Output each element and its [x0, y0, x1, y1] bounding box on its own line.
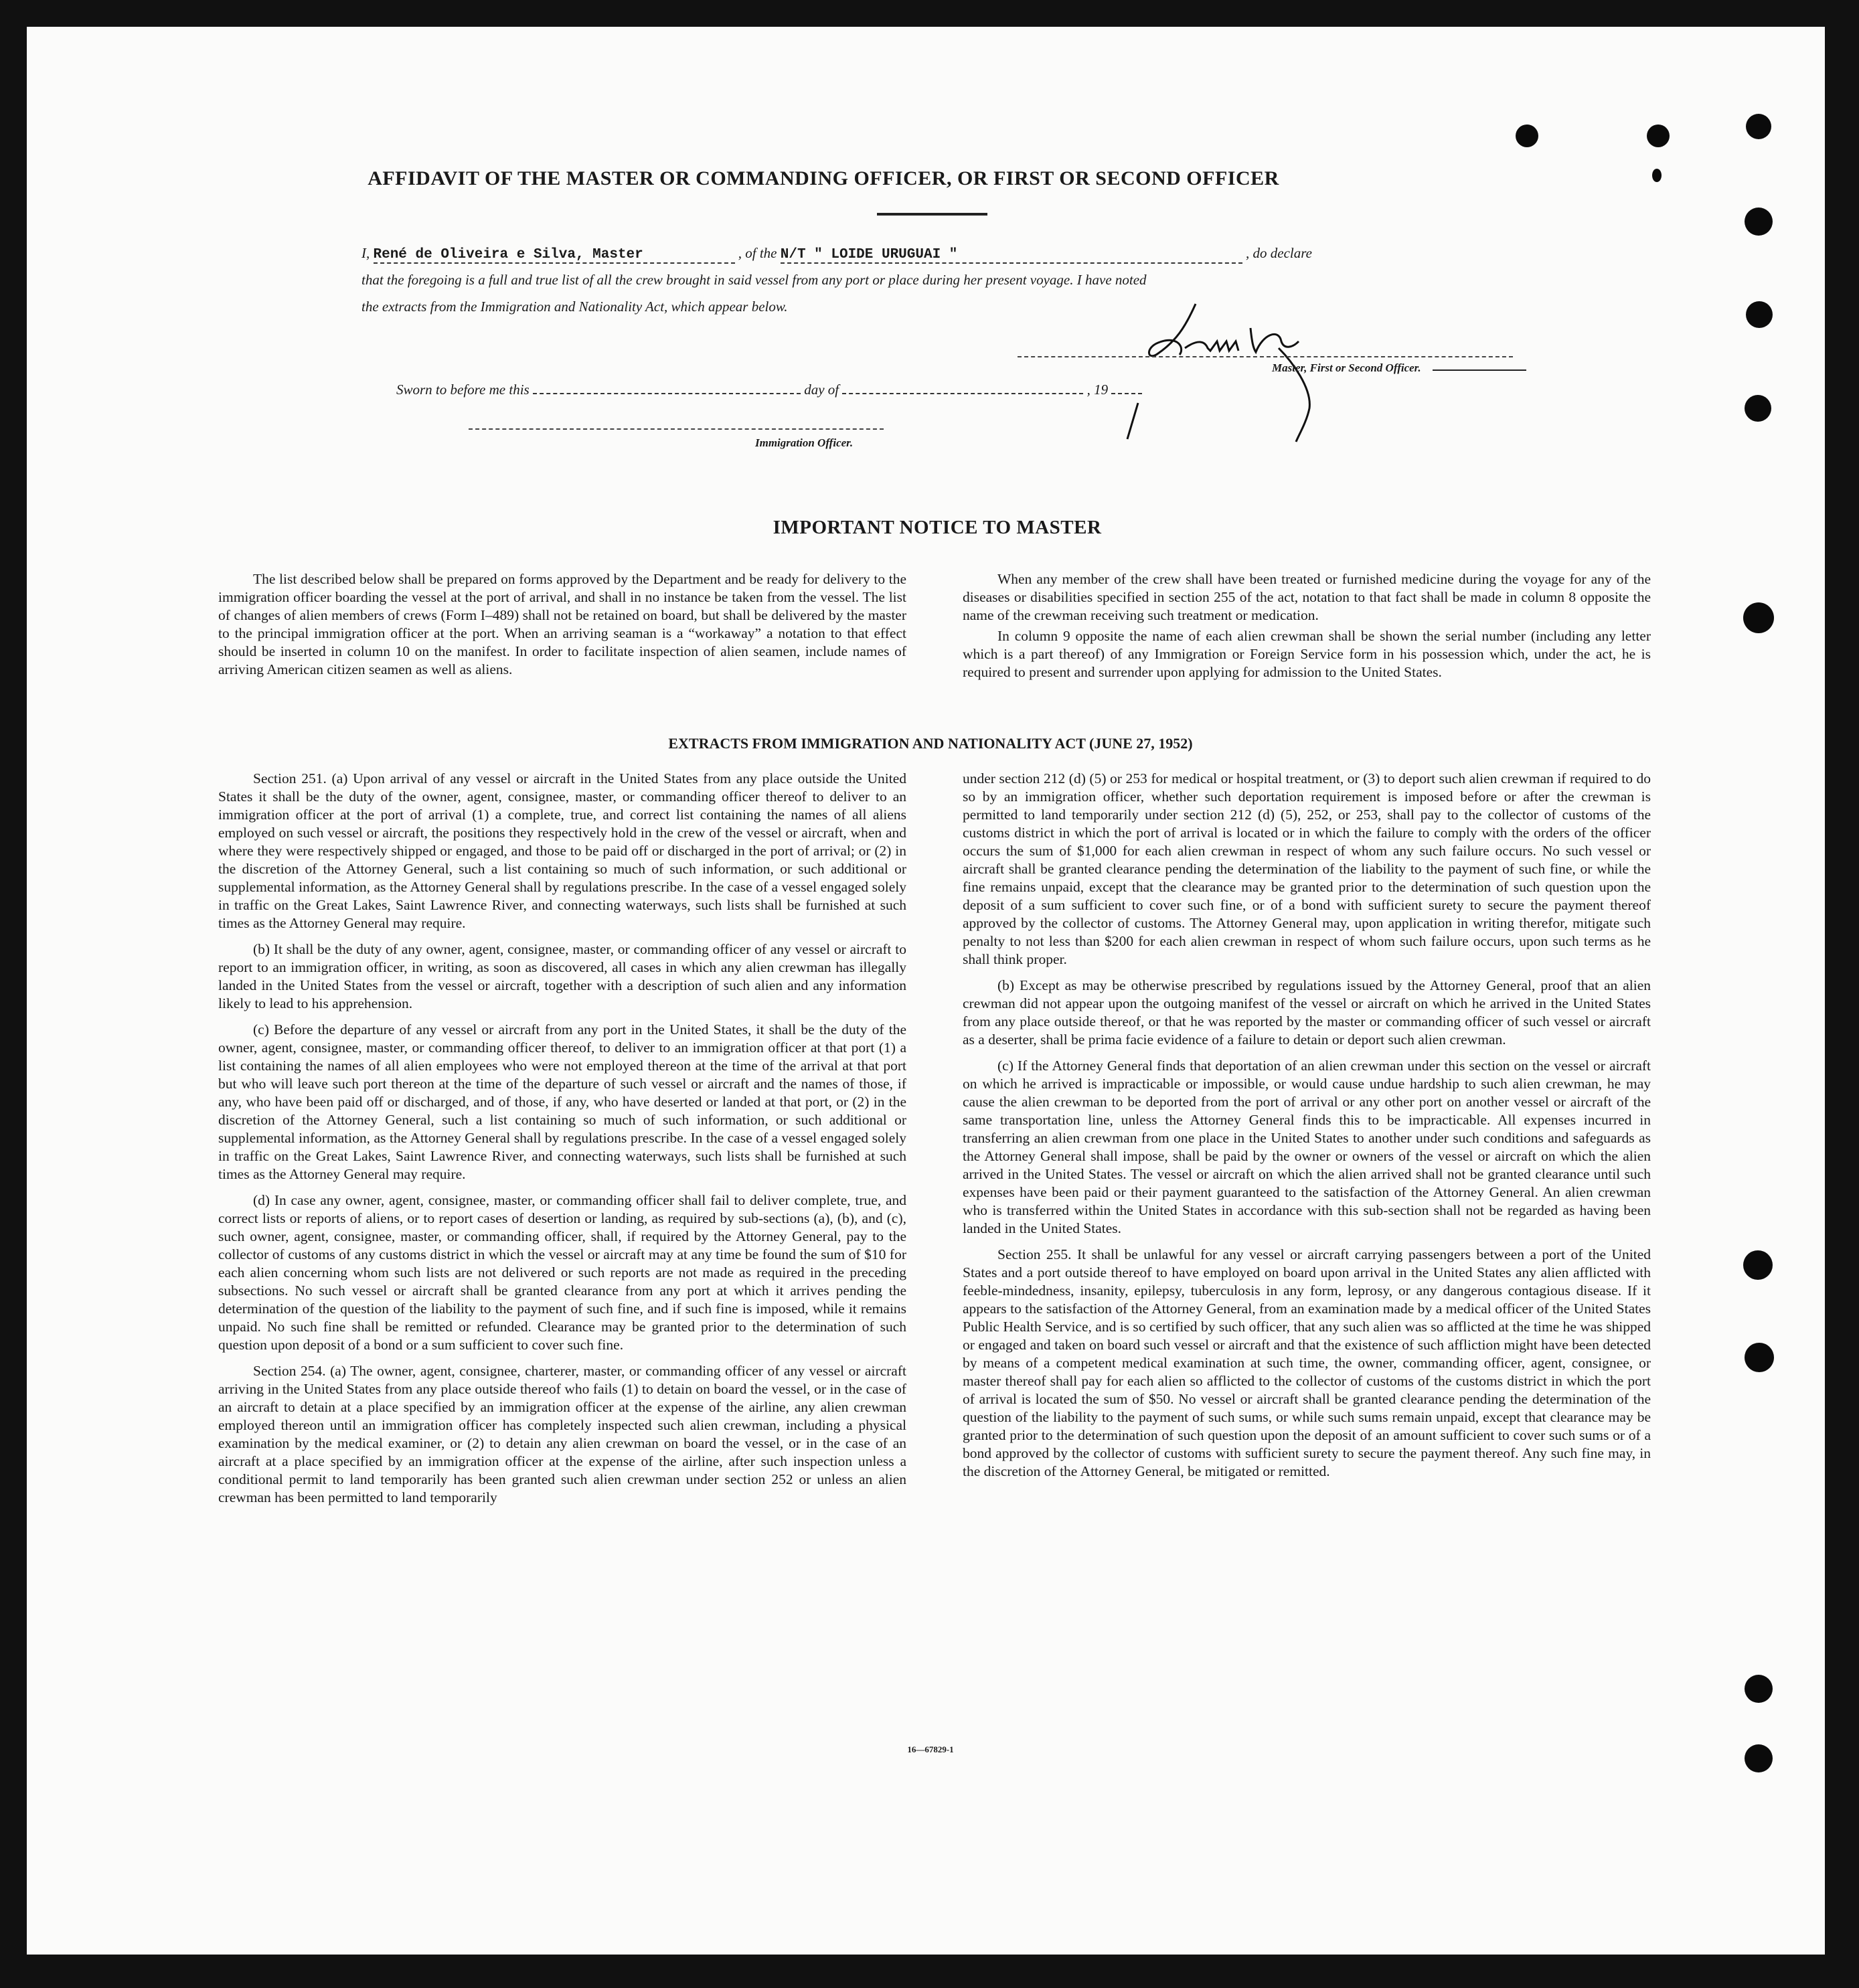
sworn-blank-date — [533, 382, 801, 394]
scan-border-left — [0, 0, 27, 1988]
sworn-prefix: Sworn to before me this — [396, 382, 530, 398]
sworn-blank-month — [842, 382, 1083, 394]
extracts-left-column — [218, 770, 906, 1515]
notice-right-paragraph-1: When any member of the crew shall have been treated or furnished medicine during the voyage for any of the diseases or disabilities specified in section 255 of the act, notation to that fact shall be made in column 8 opposite the name of the crewman receiving such treatment or medication. — [963, 571, 1651, 623]
punch-hole — [1647, 125, 1670, 147]
section-251-c: (c) Before the departure of any vessel or aircraft from any port in the United States, it shall be the duty of the owner, agent, consignee, master, or commanding officer thereof, to deliver to an immigration officer at that port (1) a list containing the names of all alien employees who were not employed thereon at the time of the arrival at that port but who will leave such port thereon at the time of the departure of such vessel or aircraft and the names of those, if any, who have been paid off or discharged, and of those, if any, who have deserted or landed at that port, or (2) in the discretion of the Attorney General, such a list containing so much of such information, or such additional or supplemental information, as the Attorney General shall by regulations prescribe. In the case of a vessel engaged solely in traffic on the Great Lakes, Saint Lawrence River, and connecting waterways, such lists shall be furnished at such times as the Attorney General may require. — [218, 1021, 906, 1182]
section-255: Section 255. It shall be unlawful for any vessel or aircraft carrying passengers between a port of the United States and a port outside thereof to have employed on board upon arrival in the United States any alien afflicted with feeble-mindedness, insanity, epilepsy, tuberculosis in any form, leprosy, or any dangerous contagious disease. If it appears to the satisfaction of the Attorney General, from an examination made by a medical officer of the United States Public Health Service, and is so certified by such officer, that any such alien was so afflicted at the time he was shipped or engaged and taken on board such vessel or aircraft and that the existence of such affliction might have been detected by means of a competent medical examination at such time, the owner, commanding officer, agent, consignee, or master thereof shall pay for each alien so afflicted to the collector of customs of the customs district in which the port of arrival is located the sum of $50. No vessel or aircraft shall be granted clearance pending the determination of the question of the liability to the payment of such sums, or while such sums remain unpaid, except that clearance may be granted prior to the determination of such question upon the deposit of an amount sufficient to cover such sums or of a bond approved by the collector of customs with sufficient surety to secure the payment thereof. Any such fine may, in the discretion of the Attorney General, be mitigated or remitted. — [963, 1246, 1651, 1479]
scan-border-right — [1825, 0, 1859, 1988]
punch-hole — [1516, 125, 1538, 147]
section-251-d: (d) In case any owner, agent, consignee, master, or commanding officer shall fail to deliver complete, true, and correct lists or reports of aliens, or to report cases of desertion or landing, as required by sub-sections (a), (b), and (c), such owner, agent, consignee, master, or commanding officer, shall, if required by the Attorney General, pay to the collector of customs of any customs district in which the vessel or aircraft may at any time be found the sum of $10 for each alien concerning whom such lists are not delivered or such reports are not made as required in the preceding subsections. No such vessel or aircraft shall be granted clearance from any port at which it arrives pending the determination of the question of the liability to the payment of such fine, and if such fine is imposed, while it remains unpaid. No such fine shall be remitted or refunded. Clearance may be granted prior to the determination of such question upon deposit of a bond or a sum sufficient to cover such fine. — [218, 1192, 906, 1353]
form-code: 16—67829-1 — [907, 1744, 954, 1754]
punch-hole — [1745, 395, 1771, 422]
punch-hole — [1745, 208, 1773, 236]
punch-hole — [1743, 602, 1774, 633]
declaration-line-1 — [361, 245, 1513, 264]
sworn-line — [396, 382, 1267, 398]
notice-left-column — [218, 570, 906, 687]
punch-hole — [1746, 114, 1771, 139]
extracts-right-column — [963, 770, 1651, 1489]
declaration-prefix: I, — [361, 245, 370, 261]
master-name: René de Oliveira e Silva, Master — [374, 247, 735, 264]
punch-hole — [1746, 301, 1773, 328]
declaration-line-2: that the foregoing is a full and true list of all the crew brought in said vessel from any port or place during her present voyage. I have noted — [361, 272, 1147, 288]
signature-line — [1018, 356, 1513, 357]
pen-stroke — [1118, 402, 1158, 442]
notice-title: IMPORTANT NOTICE TO MASTER — [773, 517, 1102, 538]
officer-caption: Immigration Officer. — [755, 436, 854, 449]
signature-caption: Master, First or Second Officer. — [1272, 361, 1421, 374]
notice-left-paragraph: The list described below shall be prepared on forms approved by the Department and be ready for delivery to the immigration officer boarding the vessel at the port of arrival, and shall in no instance be taken from the vessel. The list of changes of alien members of crews (Form I–489) shall not be retained on board, but shall be delivered by the master to the principal immigration officer at the port. When an arriving seaman is a “workaway” a notation to that effect should be inserted in column 10 on the manifest. In order to facilitate inspection of alien seamen, include names of arriving American citizen seamen as well as aliens. — [218, 571, 906, 677]
master-signature — [1138, 301, 1419, 448]
section-254-a: Section 254. (a) The owner, agent, consignee, charterer, master, or commanding officer of any vessel or aircraft arriving in the United States from any place outside thereof who fails (1) to detain on board the vessel, or in the case of an aircraft to detain at a place specified by an immigration officer at the expense of the airline, any alien crewman employed thereon until an immigration officer has completely inspected such alien crewman, including a physical examination by the medical examiner, or (2) to detain any alien crewman on board the vessel, or in the case of an aircraft at a place specified by an immigration officer at the expense of the airline, after such inspection unless a conditional permit to land temporarily has been granted such alien crewman under section 252 or unless an alien crewman has been permitted to land temporarily — [218, 1363, 906, 1505]
section-254-c: (c) If the Attorney General finds that deportation of an alien crewman under this section on the vessel or aircraft on which he arrived is impracticable or impossible, or would cause undue hardship to such alien crewman, he may cause the alien crewman to be deported from the port of arrival or any other port on another vessel or aircraft of the same transportation line, unless the Attorney General finds this to be impracticable. All expenses incurred in transferring an alien crewman from one place in the United States to another under such conditions and safeguards as the Attorney General shall impose, shall be paid by the owner or owners of the vessel or aircraft on which the alien arrived in the United States. The vessel or aircraft on which the alien arrived shall not be granted clearance until such expenses have been paid or their payment guaranteed to the satisfaction of the Attorney General. An alien crewman who is transferred within the United States in accordance with this sub-section shall not be regarded as having been landed in the United States. — [963, 1058, 1651, 1236]
sworn-day: day of — [804, 382, 839, 398]
section-254-a-continued: under section 212 (d) (5) or 253 for medical or hospital treatment, or (3) to deport such alien crewman if required to do so by an immigration officer, whether such deportation requirement is imposed before or after the crewman is permitted to land temporarily under section 212 (d) (5), 252, or 253, shall pay to the collector of customs of the customs district in which the port of arrival is located or in which the failure to comply with the orders of the officer occurs the sum of $1,000 for each alien crewman in respect of whom any such failure occurs. No such vessel or aircraft shall be granted clearance pending the determination of the liability to the payment of such fine, or while the fine remains unpaid, except that the clearance may be granted prior to the determination of such question upon the deposit of a sum sufficient to cover such fine, or of a bond with sufficient surety to secure the payment thereof approved by the collector of customs. The Attorney General may, upon application in writing therefor, mitigate such penalty to not less than $200 for each alien crewman in respect of whom such failure occurs, upon such terms as he shall think proper. — [963, 770, 1651, 967]
scan-border-top — [0, 0, 1859, 27]
section-251-a: Section 251. (a) Upon arrival of any vessel or aircraft in the United States from any place outside the United States it shall be the duty of the owner, agent, consignee, master, or commanding officer thereof to deliver to an immigration officer at the port of arrival (1) a complete, true, and correct list containing the names of all aliens employed on such vessel or aircraft, the positions they respectively hold in the crew of the vessel or aircraft, when and where they were respectively shipped or engaged, and those to be paid off or discharged in the port of arrival; or (2) in the discretion of the Attorney General, such a list containing so much of such information, or such additional or supplemental information, as the Attorney General shall by regulations prescribe. In the case of a vessel engaged solely in traffic on the Great Lakes, Saint Lawrence River, and connecting waterways, such lists shall be furnished at such times as the Attorney General may require. — [218, 770, 906, 931]
sworn-year: , 19 — [1086, 382, 1109, 398]
punch-hole — [1743, 1250, 1773, 1280]
declaration-mid: , of the — [738, 245, 777, 261]
notice-right-column — [963, 570, 1651, 689]
vessel-name: N/T " LOIDE URUGUAI " — [781, 247, 1242, 264]
declaration-suffix: , do declare — [1246, 245, 1312, 261]
sworn-blank-year — [1111, 382, 1142, 394]
punch-hole — [1745, 1744, 1773, 1772]
section-254-b: (b) Except as may be otherwise prescribed by regulations issued by the Attorney General, proof that an alien crewman did not appear upon the outgoing manifest of the vessel or aircraft on which he arrived in the United States from any place outside thereof, or that he was reported by the master or commanding officer of such vessel or aircraft as a deserter, shall be prima facie evidence of a failure to detain or deport such alien crewman. — [963, 977, 1651, 1048]
extracts-title: EXTRACTS FROM IMMIGRATION AND NATIONALITY ACT (JUNE 27, 1952) — [668, 735, 1193, 752]
punch-hole — [1745, 1675, 1773, 1703]
notice-right-paragraph-2: In column 9 opposite the name of each alien crewman shall be shown the serial number (including any letter which is a part thereof) of any Immigration or Foreign Service form in his possession which, under the act, he is required to present and surrender upon applying for admission to the United States. — [963, 628, 1651, 680]
declaration-line-3: the extracts from the Immigration and Nationality Act, which appear below. — [361, 299, 788, 315]
title-rule — [877, 213, 987, 216]
scan-border-bottom — [0, 1955, 1859, 1988]
officer-signature-line — [469, 428, 884, 430]
strike-line — [1433, 369, 1526, 371]
punch-hole — [1652, 169, 1662, 182]
affidavit-title: AFFIDAVIT OF THE MASTER OR COMMANDING OFFICER, OR FIRST OR SECOND OFFICER — [368, 167, 1279, 189]
punch-hole — [1745, 1343, 1774, 1372]
section-251-b: (b) It shall be the duty of any owner, agent, consignee, master, or commanding officer of any vessel or aircraft to report to an immigration officer, in writing, as soon as discovered, all cases in which any alien crewman has illegally landed in the United States from the vessel or aircraft, together with a description of such alien and any information likely to lead to his apprehension. — [218, 941, 906, 1011]
